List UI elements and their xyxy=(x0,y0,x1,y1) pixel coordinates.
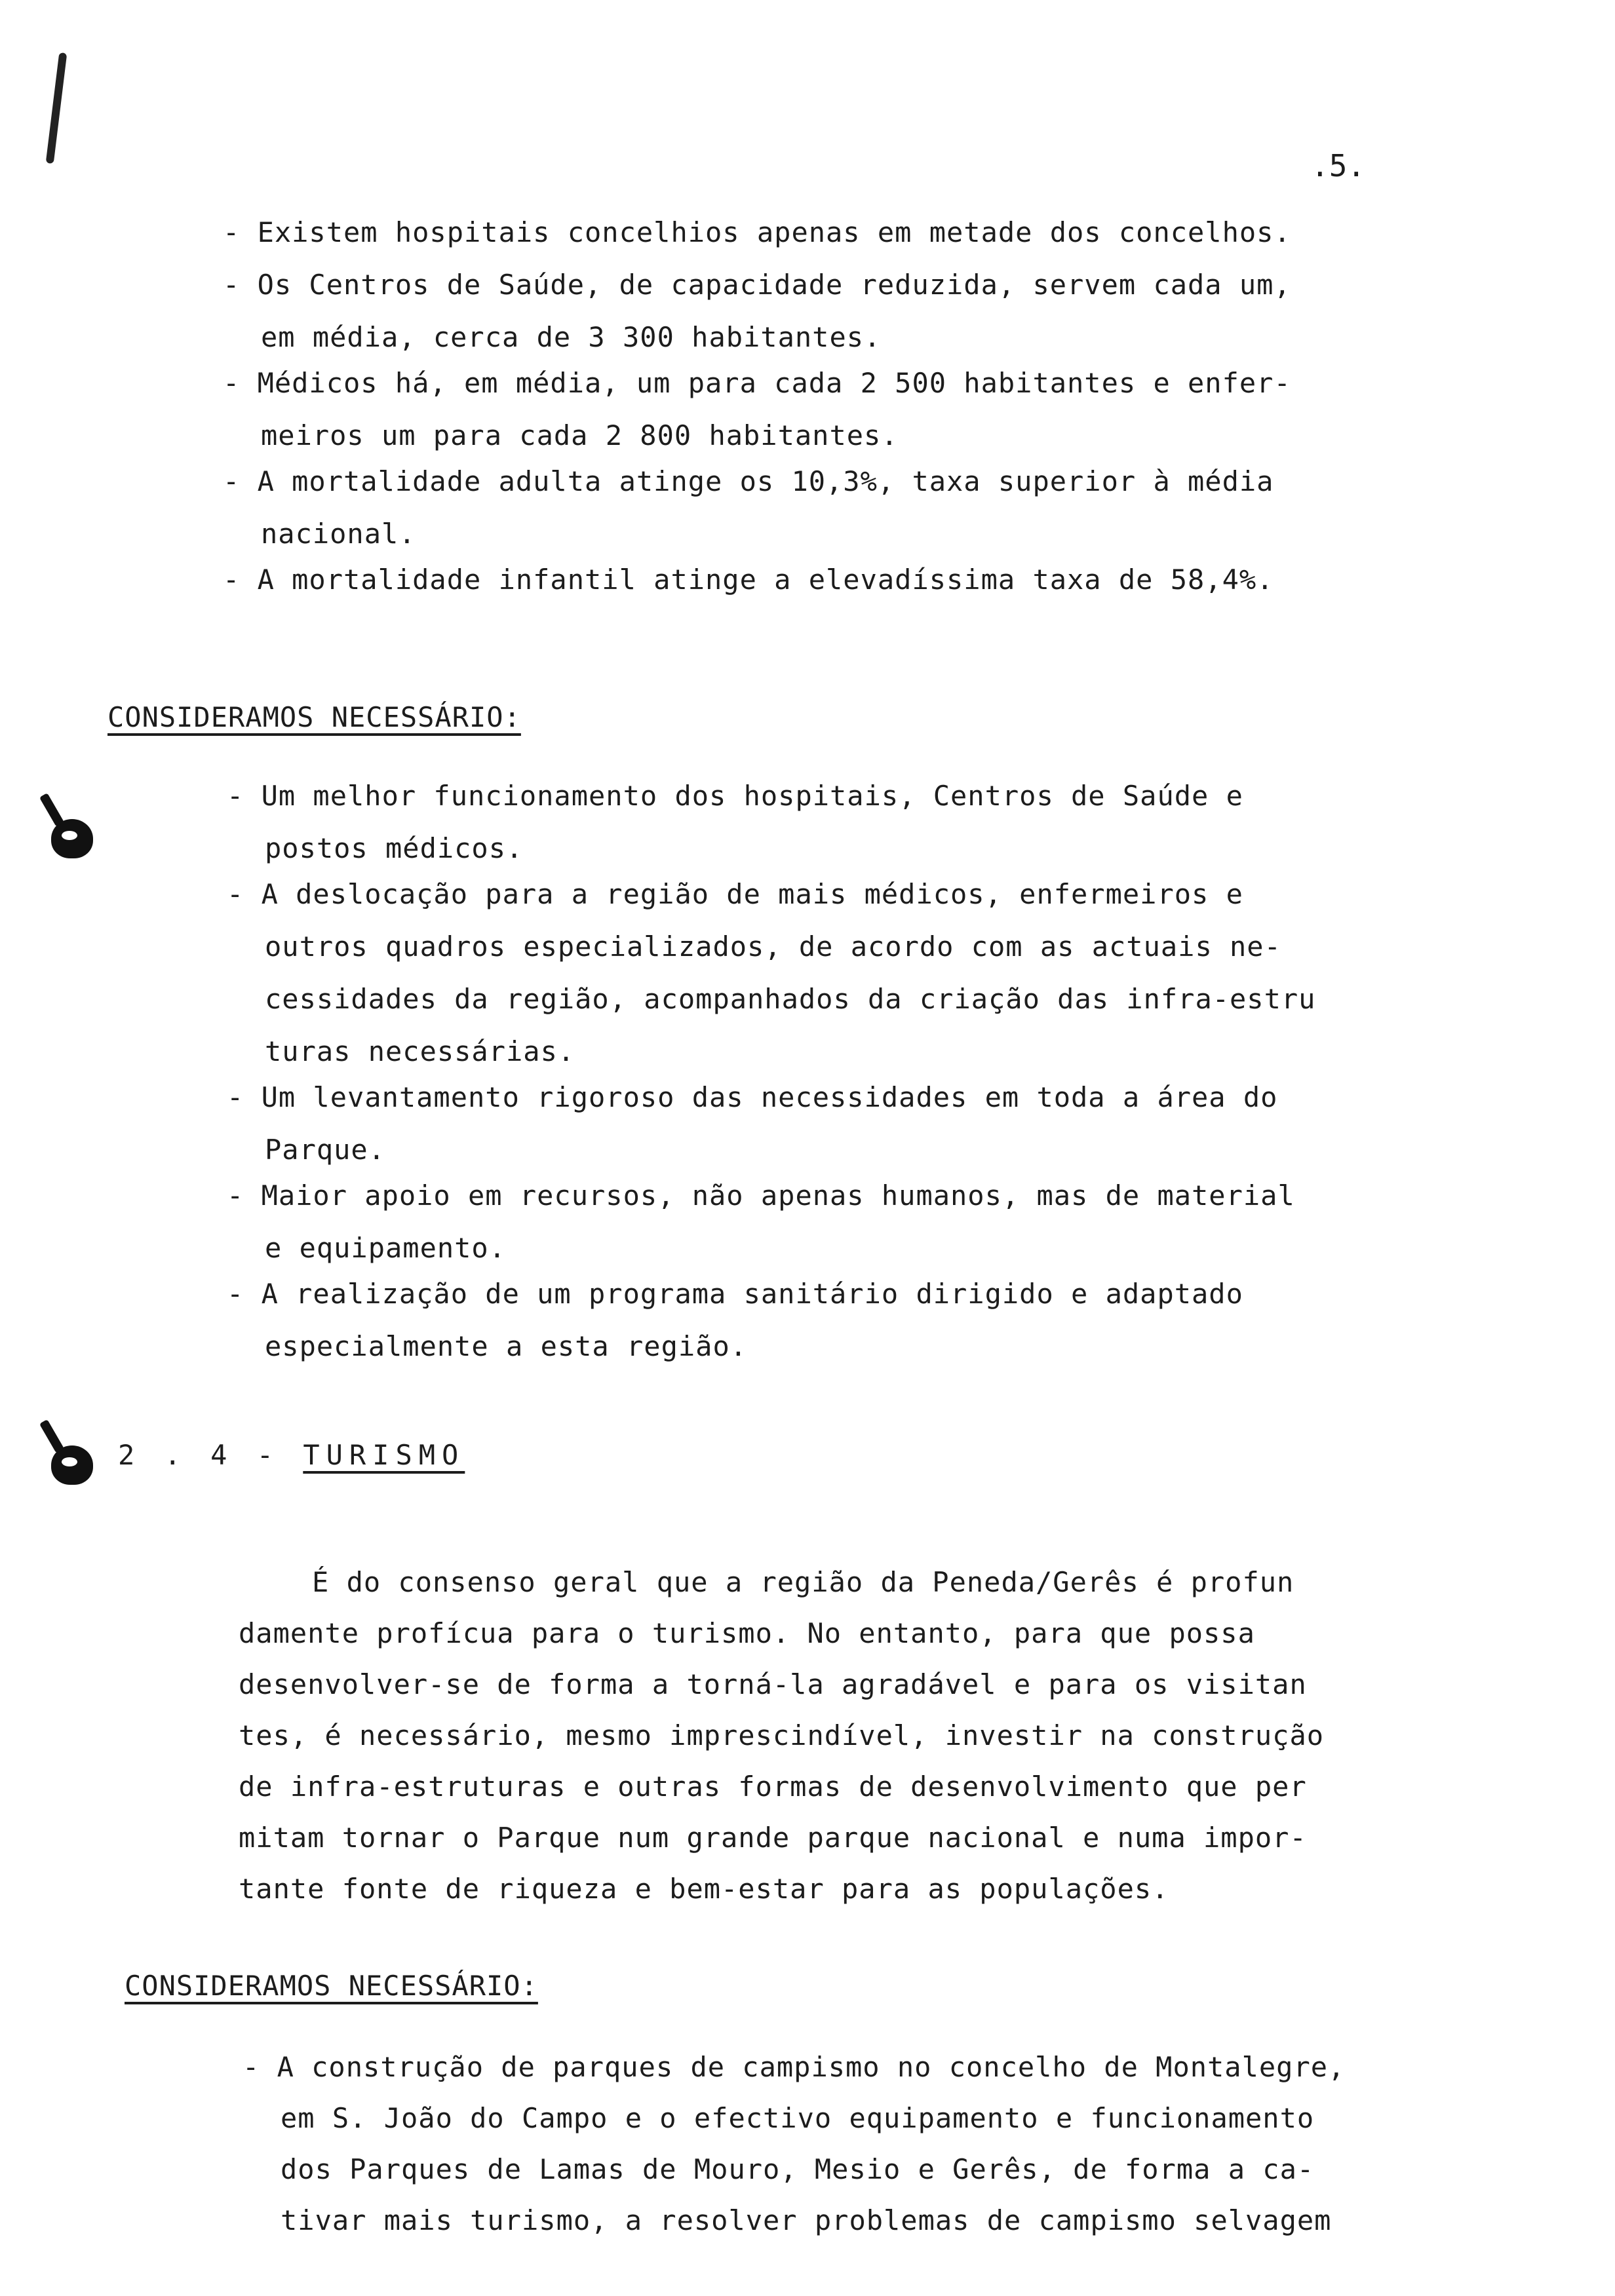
paragraph-line: tes, é necessário, mesmo imprescindível, investir na construção xyxy=(239,1719,1325,1751)
text-line: - Existem hospitais concelhios apenas em metade dos concelhos. xyxy=(223,216,1291,248)
section-heading: CONSIDERAMOS NECESSÁRIO: xyxy=(125,1970,538,2002)
text-line: meiros um para cada 2 800 habitantes. xyxy=(261,419,899,451)
text-line: - Um melhor funcionamento dos hospitais, Centros de Saúde e xyxy=(227,780,1243,812)
text-line: - A realização de um programa sanitário dirigido e adaptado xyxy=(227,1278,1243,1310)
text-line: - A mortalidade infantil atinge a elevadíssima taxa de 58,4%. xyxy=(223,564,1274,596)
text-line: - A construção de parques de campismo no concelho de Montalegre, xyxy=(243,2051,1346,2083)
margin-pen-mark xyxy=(46,52,68,164)
text-line: dos Parques de Lamas de Mouro, Mesio e Gerês, de forma a ca- xyxy=(281,2153,1315,2185)
section-number: 2 . 4 - xyxy=(118,1439,281,1471)
text-line: especialmente a esta região. xyxy=(265,1330,748,1362)
paragraph-line: tante fonte de riqueza e bem-estar para as populações. xyxy=(239,1873,1169,1905)
text-line: cessidades da região, acompanhados da criação das infra-estru xyxy=(265,983,1316,1015)
section-heading: CONSIDERAMOS NECESSÁRIO: xyxy=(107,701,521,733)
text-line: postos médicos. xyxy=(265,832,524,864)
text-line: outros quadros especializados, de acordo com as actuais ne- xyxy=(265,930,1281,963)
text-line: tivar mais turismo, a resolver problemas de campismo selvagem xyxy=(281,2204,1332,2236)
text-line: turas necessárias. xyxy=(265,1035,575,1067)
margin-bullet-mark xyxy=(51,819,93,858)
page-number: .5. xyxy=(1311,148,1366,183)
text-line: - A deslocação para a região de mais médicos, enfermeiros e xyxy=(227,878,1243,910)
text-line: em S. João do Campo e o efectivo equipamento e funcionamento xyxy=(281,2102,1315,2134)
paragraph-line: desenvolver-se de forma a torná-la agradável e para os visitan xyxy=(239,1668,1307,1700)
text-line: - Maior apoio em recursos, não apenas humanos, mas de material xyxy=(227,1179,1295,1212)
text-line: - Médicos há, em média, um para cada 2 500 habitantes e enfer- xyxy=(223,367,1291,399)
text-line: nacional. xyxy=(261,518,416,550)
text-line: - A mortalidade adulta atinge os 10,3%, taxa superior à média xyxy=(223,465,1274,497)
paragraph-line: É do consenso geral que a região da Peneda/Gerês é profun xyxy=(312,1566,1294,1598)
paragraph-line: mitam tornar o Parque num grande parque nacional e numa impor- xyxy=(239,1822,1307,1854)
text-line: e equipamento. xyxy=(265,1232,507,1264)
section-title-text: TURISMO xyxy=(303,1439,465,1471)
text-line: Parque. xyxy=(265,1134,386,1166)
section-title xyxy=(118,1439,465,1471)
paragraph-line: de infra-estruturas e outras formas de desenvolvimento que per xyxy=(239,1770,1307,1803)
text-line: - Os Centros de Saúde, de capacidade reduzida, servem cada um, xyxy=(223,269,1291,301)
paragraph-line: damente profícua para o turismo. No entanto, para que possa xyxy=(239,1617,1255,1649)
text-line: em média, cerca de 3 300 habitantes. xyxy=(261,321,882,353)
margin-bullet-mark xyxy=(51,1445,93,1485)
text-line: - Um levantamento rigoroso das necessidades em toda a área do xyxy=(227,1081,1278,1113)
